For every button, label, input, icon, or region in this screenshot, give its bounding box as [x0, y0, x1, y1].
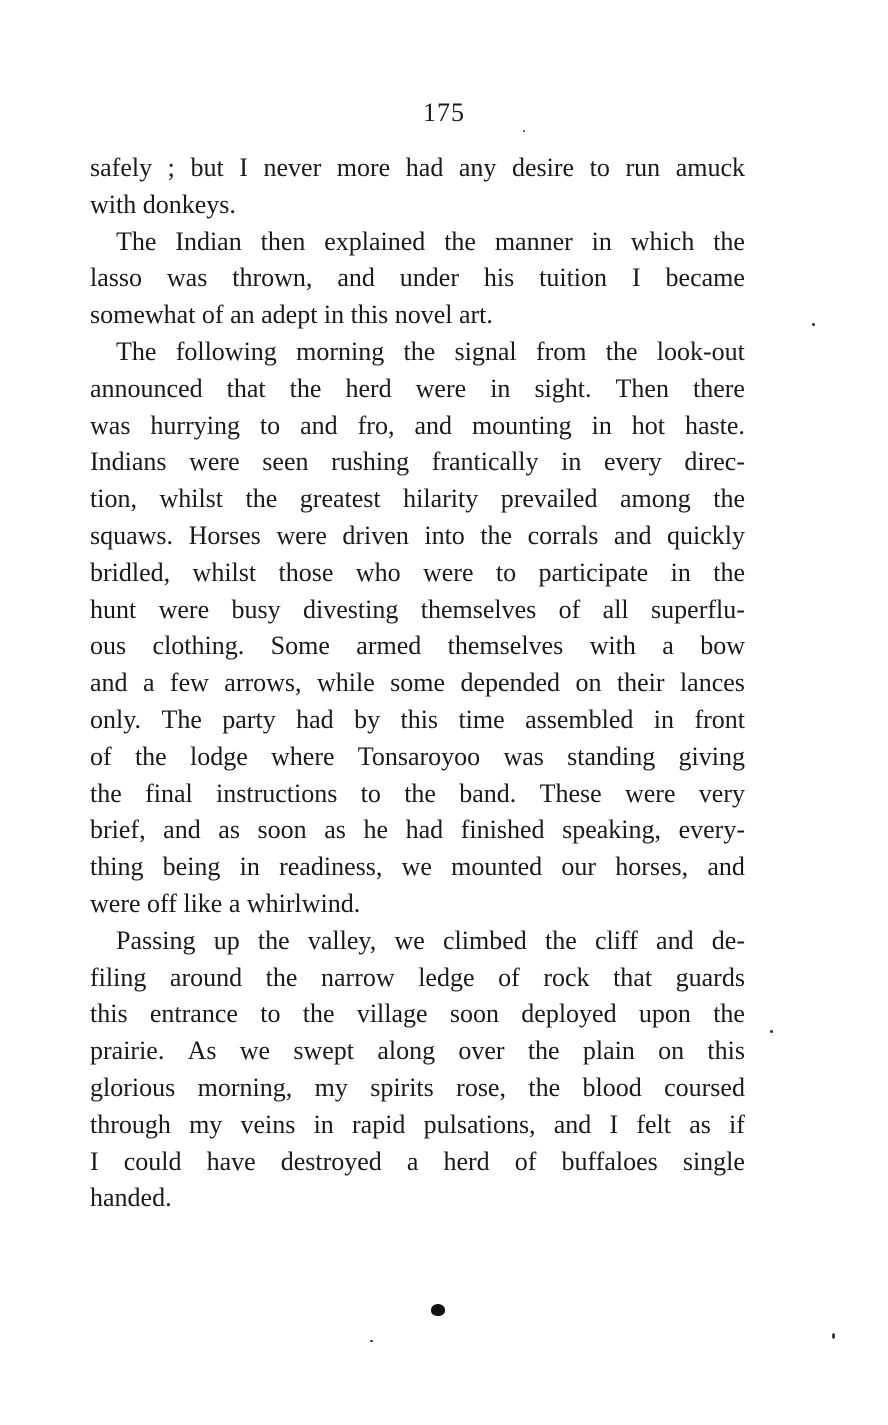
text-line: and a few arrows, while some depended on their lances [90, 668, 745, 698]
paragraph [90, 150, 745, 224]
text-line: filing around the narrow ledge of rock that guards [90, 962, 745, 992]
text-line: The Indian then explained the manner in which the [116, 226, 745, 256]
text-line: tion, whilst the greatest hilarity prevailed among the [90, 484, 745, 514]
text-line: safely ; but I never more had any desire to run amuck [90, 153, 745, 182]
text-line: was hurrying to and fro, and mounting in hot haste. [90, 410, 745, 440]
text-line: this entrance to the village soon deployed upon the [90, 999, 745, 1029]
ornament-mark [431, 1304, 445, 1316]
ink-speck [770, 1030, 773, 1033]
text-line: lasso was thrown, and under his tuition I became [90, 263, 745, 293]
page-number: 175 [423, 98, 465, 127]
text-line: glorious morning, my spirits rose, the blood coursed [90, 1072, 745, 1102]
text-line: were off like a whirlwind. [90, 888, 361, 918]
ink-speck [832, 1333, 835, 1339]
text-line: prairie. As we swept along over the plain on this [90, 1036, 745, 1066]
paragraph [90, 334, 745, 923]
text-line: thing being in readiness, we mounted our horses, and [90, 852, 745, 882]
text-line: somewhat of an adept in this novel art. [90, 300, 493, 330]
text-line: announced that the herd were in sight. Then there [90, 373, 745, 403]
text-line: hunt were busy divesting themselves of all superflu- [90, 594, 745, 624]
text-line: through my veins in rapid pulsations, and I felt as if [90, 1109, 745, 1139]
text-line: squaws. Horses were driven into the corrals and quickly [90, 520, 745, 550]
paragraph [90, 923, 745, 1217]
text-line: bridled, whilst those who were to participate in the [90, 557, 745, 587]
text-line: brief, and as soon as he had finished speaking, every- [90, 815, 745, 845]
text-line: with donkeys. [90, 189, 236, 219]
text-line: of the lodge where Tonsaroyoo was standing giving [90, 741, 745, 771]
ink-speck [370, 1340, 373, 1342]
paragraph [90, 224, 745, 334]
text-line: only. The party had by this time assembled in front [90, 704, 745, 734]
text-line: the final instructions to the band. These were very [90, 778, 745, 808]
text-line: ous clothing. Some armed themselves with a bow [90, 631, 745, 661]
text-line: Passing up the valley, we climbed the cliff and de- [116, 925, 745, 955]
text-line: Indians were seen rushing frantically in every direc- [90, 447, 745, 477]
ink-speck [812, 323, 815, 326]
text-line: I could have destroyed a herd of buffaloes single [90, 1146, 745, 1176]
text-line: The following morning the signal from the look-out [116, 336, 745, 366]
body-text [90, 150, 745, 1217]
text-line: handed. [90, 1183, 172, 1213]
ink-speck [523, 130, 525, 132]
